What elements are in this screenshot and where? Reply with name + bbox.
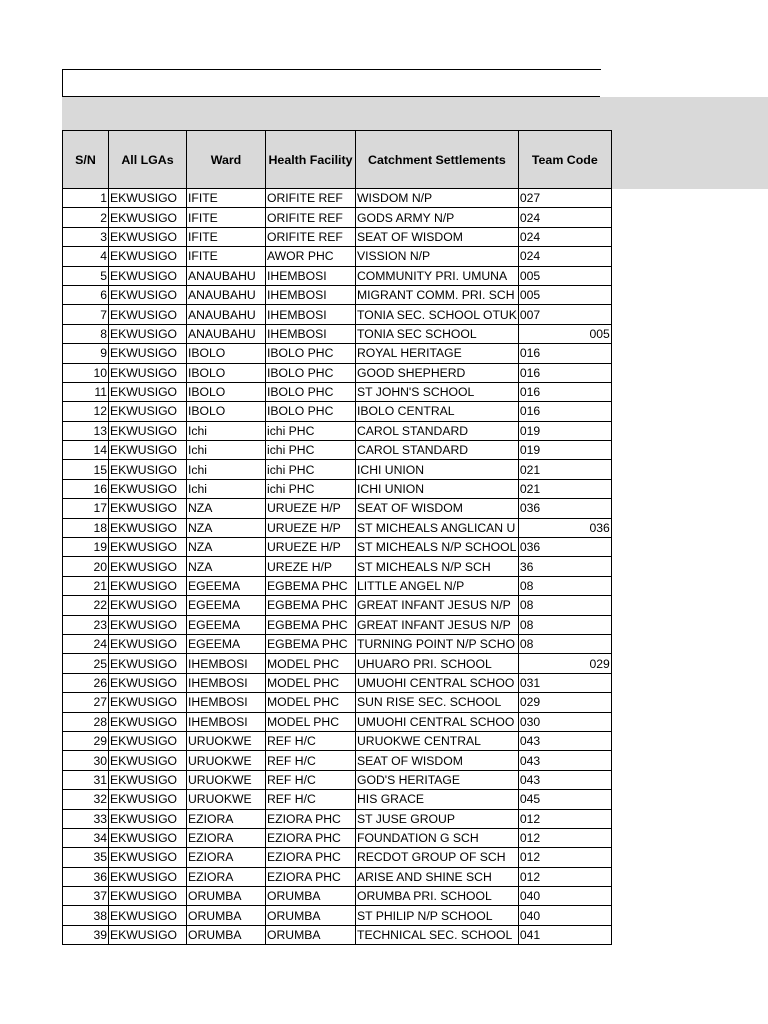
cell-catchment-settlement[interactable]: WISDOM N/P [356,189,519,208]
cell-ward[interactable]: IFITE [187,247,266,266]
cell-ward[interactable]: IHEMBOSI [187,712,266,731]
cell-team-code[interactable]: 016 [518,402,611,421]
cell-team-code[interactable]: 024 [518,227,611,246]
cell-catchment-settlement[interactable]: IBOLO CENTRAL [356,402,519,421]
table-row [63,925,612,944]
cell-catchment-settlement[interactable]: HIS GRACE [356,790,519,809]
cell-team-code[interactable]: 043 [518,770,611,789]
cell-team-code[interactable]: 036 [518,518,611,537]
cell-lga[interactable]: EKWUSIGO [109,305,187,324]
cell-ward[interactable]: IHEMBOSI [187,654,266,673]
table-row [63,848,612,867]
cell-ward[interactable]: ANAUBAHU [187,305,266,324]
cell-health-facility[interactable]: EZIORA PHC [266,848,356,867]
cell-catchment-settlement[interactable]: GODS ARMY N/P [356,208,519,227]
cell-catchment-settlement[interactable]: SEAT OF WISDOM [356,499,519,518]
cell-sn[interactable]: 5 [63,266,109,285]
cell-ward[interactable]: IHEMBOSI [187,693,266,712]
cell-lga[interactable]: EKWUSIGO [109,441,187,460]
cell-catchment-settlement[interactable]: ORUMBA PRI. SCHOOL [356,887,519,906]
cell-sn[interactable]: 17 [63,499,109,518]
cell-sn[interactable]: 34 [63,828,109,847]
table-row [63,557,612,576]
cell-ward[interactable]: EGEEMA [187,634,266,653]
cell-ward[interactable]: IBOLO [187,382,266,401]
cell-health-facility[interactable]: ORIFITE REF [266,189,356,208]
cell-team-code[interactable]: 041 [518,925,611,944]
table-row [63,518,612,537]
cell-catchment-settlement[interactable]: SUN RISE SEC. SCHOOL [356,693,519,712]
cell-sn[interactable]: 39 [63,925,109,944]
cell-sn[interactable]: 18 [63,518,109,537]
cell-ward[interactable]: EGEEMA [187,615,266,634]
cell-team-code[interactable]: 043 [518,751,611,770]
table-row [63,324,612,343]
cell-sn[interactable]: 25 [63,654,109,673]
cell-lga[interactable]: EKWUSIGO [109,731,187,750]
cell-catchment-settlement[interactable]: URUOKWE CENTRAL [356,731,519,750]
cell-ward[interactable]: IBOLO [187,363,266,382]
cell-health-facility[interactable]: EZIORA PHC [266,828,356,847]
cell-ward[interactable]: EZIORA [187,809,266,828]
table-row [63,634,612,653]
cell-catchment-settlement[interactable]: UMUOHI CENTRAL SCHOO [356,673,519,692]
cell-team-code[interactable]: 012 [518,848,611,867]
cell-sn[interactable]: 1 [63,189,109,208]
cell-ward[interactable]: NZA [187,499,266,518]
cell-team-code[interactable]: 019 [518,421,611,440]
cell-health-facility[interactable]: IHEMBOSI [266,266,356,285]
cell-catchment-settlement[interactable]: ST MICHEALS N/P SCHOOL [356,538,519,557]
cell-sn[interactable]: 16 [63,479,109,498]
cell-ward[interactable]: NZA [187,557,266,576]
cell-lga[interactable]: EKWUSIGO [109,576,187,595]
cell-sn[interactable]: 2 [63,208,109,227]
table-row [63,731,612,750]
cell-sn[interactable]: 7 [63,305,109,324]
cell-sn[interactable]: 8 [63,324,109,343]
table-row [63,344,612,363]
header-team-code[interactable]: Team Code [518,131,611,189]
cell-team-code[interactable]: 019 [518,441,611,460]
cell-team-code[interactable]: 024 [518,208,611,227]
cell-team-code[interactable]: 08 [518,576,611,595]
cell-sn[interactable]: 6 [63,285,109,304]
cell-lga[interactable]: EKWUSIGO [109,887,187,906]
cell-catchment-settlement[interactable]: SEAT OF WISDOM [356,227,519,246]
cell-sn[interactable]: 36 [63,867,109,886]
table-row [63,751,612,770]
cell-team-code[interactable]: 036 [518,538,611,557]
cell-sn[interactable]: 27 [63,693,109,712]
cell-ward[interactable]: Ichi [187,460,266,479]
cell-catchment-settlement[interactable]: TURNING POINT N/P SCHO [356,634,519,653]
table-row [63,460,612,479]
cell-sn[interactable]: 24 [63,634,109,653]
table-row [63,441,612,460]
cell-ward[interactable]: URUOKWE [187,790,266,809]
cell-ward[interactable]: Ichi [187,441,266,460]
table-row [63,654,612,673]
cell-sn[interactable]: 23 [63,615,109,634]
cell-catchment-settlement[interactable]: GREAT INFANT JESUS N/P [356,615,519,634]
cell-lga[interactable]: EKWUSIGO [109,790,187,809]
cell-sn[interactable]: 4 [63,247,109,266]
cell-team-code[interactable]: 043 [518,731,611,750]
table-row [63,693,612,712]
title-row[interactable] [62,69,601,97]
cell-lga[interactable]: EKWUSIGO [109,363,187,382]
cell-catchment-settlement[interactable]: ST JUSE GROUP [356,809,519,828]
cell-sn[interactable]: 13 [63,421,109,440]
cell-catchment-settlement[interactable]: GREAT INFANT JESUS N/P [356,596,519,615]
cell-sn[interactable]: 37 [63,887,109,906]
cell-team-code[interactable]: 029 [518,693,611,712]
cell-catchment-settlement[interactable]: COMMUNITY PRI. UMUNA [356,266,519,285]
cell-health-facility[interactable]: URUEZE H/P [266,499,356,518]
cell-catchment-settlement[interactable]: CAROL STANDARD [356,441,519,460]
header-row [63,131,612,189]
cell-team-code[interactable]: 012 [518,828,611,847]
cell-catchment-settlement[interactable]: TONIA SEC. SCHOOL OTUK [356,305,519,324]
cell-health-facility[interactable]: ORUMBA [266,906,356,925]
cell-team-code[interactable]: 030 [518,712,611,731]
header-sn[interactable]: S/N [63,131,109,189]
cell-health-facility[interactable]: MODEL PHC [266,712,356,731]
table-row [63,208,612,227]
cell-health-facility[interactable]: MODEL PHC [266,654,356,673]
cell-team-code[interactable]: 016 [518,363,611,382]
cell-team-code[interactable]: 08 [518,634,611,653]
cell-sn[interactable]: 29 [63,731,109,750]
cell-health-facility[interactable]: IBOLO PHC [266,402,356,421]
table-row [63,596,612,615]
cell-lga[interactable]: EKWUSIGO [109,615,187,634]
cell-lga[interactable]: EKWUSIGO [109,460,187,479]
cell-ward[interactable]: ANAUBAHU [187,324,266,343]
cell-catchment-settlement[interactable]: ROYAL HERITAGE [356,344,519,363]
cell-lga[interactable]: EKWUSIGO [109,479,187,498]
cell-lga[interactable]: EKWUSIGO [109,712,187,731]
cell-ward[interactable]: ORUMBA [187,887,266,906]
cell-health-facility[interactable]: REF H/C [266,731,356,750]
cell-lga[interactable]: EKWUSIGO [109,828,187,847]
cell-sn[interactable]: 20 [63,557,109,576]
table-row [63,576,612,595]
cell-health-facility[interactable]: ORIFITE REF [266,208,356,227]
cell-sn[interactable]: 14 [63,441,109,460]
cell-catchment-settlement[interactable]: UHUARO PRI. SCHOOL [356,654,519,673]
table-row [63,227,612,246]
cell-catchment-settlement[interactable]: TONIA SEC SCHOOL [356,324,519,343]
cell-ward[interactable]: IFITE [187,189,266,208]
cell-health-facility[interactable]: REF H/C [266,790,356,809]
cell-sn[interactable]: 12 [63,402,109,421]
cell-catchment-settlement[interactable]: ICHI UNION [356,460,519,479]
cell-sn[interactable]: 15 [63,460,109,479]
cell-lga[interactable]: EKWUSIGO [109,208,187,227]
table-row [63,712,612,731]
cell-health-facility[interactable]: IBOLO PHC [266,382,356,401]
cell-health-facility[interactable]: EGBEMA PHC [266,615,356,634]
cell-sn[interactable]: 21 [63,576,109,595]
table-row [63,809,612,828]
cell-lga[interactable]: EKWUSIGO [109,402,187,421]
cell-ward[interactable]: NZA [187,538,266,557]
cell-team-code[interactable]: 005 [518,324,611,343]
cell-team-code[interactable]: 021 [518,479,611,498]
cell-ward[interactable]: Ichi [187,479,266,498]
cell-ward[interactable]: EZIORA [187,867,266,886]
cell-health-facility[interactable]: ORIFITE REF [266,227,356,246]
cell-ward[interactable]: EZIORA [187,828,266,847]
cell-health-facility[interactable]: ichi PHC [266,421,356,440]
cell-lga[interactable]: EKWUSIGO [109,906,187,925]
cell-lga[interactable]: EKWUSIGO [109,538,187,557]
cell-health-facility[interactable]: ORUMBA [266,925,356,944]
cell-lga[interactable]: EKWUSIGO [109,266,187,285]
table-row [63,615,612,634]
cell-ward[interactable]: EGEEMA [187,576,266,595]
cell-health-facility[interactable]: ORUMBA [266,887,356,906]
cell-lga[interactable]: EKWUSIGO [109,848,187,867]
cell-health-facility[interactable]: IHEMBOSI [266,324,356,343]
cell-team-code[interactable]: 36 [518,557,611,576]
header-health-facility[interactable]: Health Facility [266,131,356,189]
table-row [63,906,612,925]
band-divider [62,96,600,97]
cell-catchment-settlement[interactable]: CAROL STANDARD [356,421,519,440]
cell-team-code[interactable]: 024 [518,247,611,266]
cell-lga[interactable]: EKWUSIGO [109,227,187,246]
header-catchment-settlements[interactable]: Catchment Settlements [356,131,519,189]
cell-lga[interactable]: EKWUSIGO [109,189,187,208]
table-row [63,266,612,285]
cell-lga[interactable]: EKWUSIGO [109,809,187,828]
cell-sn[interactable]: 38 [63,906,109,925]
cell-lga[interactable]: EKWUSIGO [109,596,187,615]
cell-health-facility[interactable]: REF H/C [266,751,356,770]
cell-sn[interactable]: 32 [63,790,109,809]
cell-ward[interactable]: ANAUBAHU [187,285,266,304]
table-row [63,382,612,401]
cell-lga[interactable]: EKWUSIGO [109,344,187,363]
cell-catchment-settlement[interactable]: ARISE AND SHINE SCH [356,867,519,886]
cell-lga[interactable]: EKWUSIGO [109,867,187,886]
cell-lga[interactable]: EKWUSIGO [109,324,187,343]
table-row [63,285,612,304]
cell-health-facility[interactable]: URUEZE H/P [266,518,356,537]
cell-sn[interactable]: 22 [63,596,109,615]
table-row [63,363,612,382]
cell-health-facility[interactable]: ichi PHC [266,460,356,479]
table-row [63,828,612,847]
cell-team-code[interactable]: 012 [518,867,611,886]
cell-lga[interactable]: EKWUSIGO [109,673,187,692]
cell-lga[interactable]: EKWUSIGO [109,499,187,518]
cell-health-facility[interactable]: IHEMBOSI [266,305,356,324]
cell-lga[interactable]: EKWUSIGO [109,421,187,440]
cell-lga[interactable]: EKWUSIGO [109,654,187,673]
cell-team-code[interactable]: 012 [518,809,611,828]
cell-health-facility[interactable]: REF H/C [266,770,356,789]
table-row [63,790,612,809]
cell-health-facility[interactable]: EGBEMA PHC [266,634,356,653]
cell-sn[interactable]: 26 [63,673,109,692]
team-code-table [62,130,612,945]
cell-catchment-settlement[interactable]: VISSION N/P [356,247,519,266]
cell-health-facility[interactable]: IHEMBOSI [266,285,356,304]
cell-health-facility[interactable]: UREZE H/P [266,557,356,576]
cell-health-facility[interactable]: MODEL PHC [266,693,356,712]
cell-lga[interactable]: EKWUSIGO [109,770,187,789]
cell-ward[interactable]: EGEEMA [187,596,266,615]
cell-health-facility[interactable]: MODEL PHC [266,673,356,692]
cell-health-facility[interactable]: EZIORA PHC [266,809,356,828]
cell-health-facility[interactable]: EGBEMA PHC [266,576,356,595]
cell-ward[interactable]: ORUMBA [187,906,266,925]
cell-team-code[interactable]: 040 [518,906,611,925]
cell-lga[interactable]: EKWUSIGO [109,634,187,653]
cell-team-code[interactable]: 029 [518,654,611,673]
cell-catchment-settlement[interactable]: GOOD SHEPHERD [356,363,519,382]
cell-health-facility[interactable]: URUEZE H/P [266,538,356,557]
cell-team-code[interactable]: 016 [518,382,611,401]
cell-ward[interactable]: IHEMBOSI [187,673,266,692]
cell-ward[interactable]: EZIORA [187,848,266,867]
cell-catchment-settlement[interactable]: ST MICHEALS ANGLICAN U [356,518,519,537]
cell-lga[interactable]: EKWUSIGO [109,557,187,576]
table-row [63,673,612,692]
table-row [63,867,612,886]
cell-ward[interactable]: ORUMBA [187,925,266,944]
cell-catchment-settlement[interactable]: RECDOT GROUP OF SCH [356,848,519,867]
cell-catchment-settlement[interactable]: ST PHILIP N/P SCHOOL [356,906,519,925]
cell-ward[interactable]: URUOKWE [187,770,266,789]
cell-ward[interactable]: IBOLO [187,344,266,363]
cell-lga[interactable]: EKWUSIGO [109,382,187,401]
cell-catchment-settlement[interactable]: ICHI UNION [356,479,519,498]
cell-lga[interactable]: EKWUSIGO [109,693,187,712]
table-row [63,189,612,208]
table-row [63,479,612,498]
cell-health-facility[interactable]: ichi PHC [266,441,356,460]
table-row [63,887,612,906]
cell-sn[interactable]: 19 [63,538,109,557]
cell-health-facility[interactable]: ichi PHC [266,479,356,498]
cell-catchment-settlement[interactable]: MIGRANT COMM. PRI. SCH [356,285,519,304]
cell-lga[interactable]: EKWUSIGO [109,518,187,537]
cell-sn[interactable]: 33 [63,809,109,828]
cell-ward[interactable]: Ichi [187,421,266,440]
cell-sn[interactable]: 35 [63,848,109,867]
cell-lga[interactable]: EKWUSIGO [109,751,187,770]
cell-team-code[interactable]: 007 [518,305,611,324]
cell-sn[interactable]: 31 [63,770,109,789]
cell-ward[interactable]: ANAUBAHU [187,266,266,285]
table-row [63,421,612,440]
cell-team-code[interactable]: 005 [518,266,611,285]
cell-ward[interactable]: URUOKWE [187,731,266,750]
cell-catchment-settlement[interactable]: SEAT OF WISDOM [356,751,519,770]
cell-sn[interactable]: 3 [63,227,109,246]
cell-catchment-settlement[interactable]: FOUNDATION G SCH [356,828,519,847]
cell-team-code[interactable]: 08 [518,615,611,634]
cell-lga[interactable]: EKWUSIGO [109,925,187,944]
cell-team-code[interactable]: 036 [518,499,611,518]
cell-ward[interactable]: IBOLO [187,402,266,421]
cell-team-code[interactable]: 045 [518,790,611,809]
cell-team-code[interactable]: 031 [518,673,611,692]
table-row [63,538,612,557]
table-body [63,189,612,945]
cell-team-code[interactable]: 016 [518,344,611,363]
cell-sn[interactable]: 9 [63,344,109,363]
cell-catchment-settlement[interactable]: ST MICHEALS N/P SCH [356,557,519,576]
cell-health-facility[interactable]: AWOR PHC [266,247,356,266]
cell-sn[interactable]: 11 [63,382,109,401]
cell-ward[interactable]: IFITE [187,208,266,227]
cell-catchment-settlement[interactable]: LITTLE ANGEL N/P [356,576,519,595]
cell-ward[interactable]: IFITE [187,227,266,246]
header-ward[interactable]: Ward [187,131,266,189]
table-row [63,247,612,266]
cell-team-code[interactable]: 005 [518,285,611,304]
cell-team-code[interactable]: 021 [518,460,611,479]
cell-ward[interactable]: URUOKWE [187,751,266,770]
cell-health-facility[interactable]: EGBEMA PHC [266,596,356,615]
table-row [63,402,612,421]
cell-team-code[interactable]: 08 [518,596,611,615]
cell-team-code[interactable]: 040 [518,887,611,906]
cell-health-facility[interactable]: IBOLO PHC [266,363,356,382]
cell-catchment-settlement[interactable]: ST JOHN'S SCHOOL [356,382,519,401]
cell-catchment-settlement[interactable]: GOD'S HERITAGE [356,770,519,789]
table-row [63,305,612,324]
header-all-lgas[interactable]: All LGAs [109,131,187,189]
cell-health-facility[interactable]: EZIORA PHC [266,867,356,886]
table-row [63,770,612,789]
cell-team-code[interactable]: 027 [518,189,611,208]
cell-sn[interactable]: 10 [63,363,109,382]
cell-sn[interactable]: 28 [63,712,109,731]
cell-health-facility[interactable]: IBOLO PHC [266,344,356,363]
cell-lga[interactable]: EKWUSIGO [109,247,187,266]
cell-sn[interactable]: 30 [63,751,109,770]
cell-catchment-settlement[interactable]: TECHNICAL SEC. SCHOOL [356,925,519,944]
cell-lga[interactable]: EKWUSIGO [109,285,187,304]
cell-catchment-settlement[interactable]: UMUOHI CENTRAL SCHOO [356,712,519,731]
table-row [63,499,612,518]
cell-ward[interactable]: NZA [187,518,266,537]
